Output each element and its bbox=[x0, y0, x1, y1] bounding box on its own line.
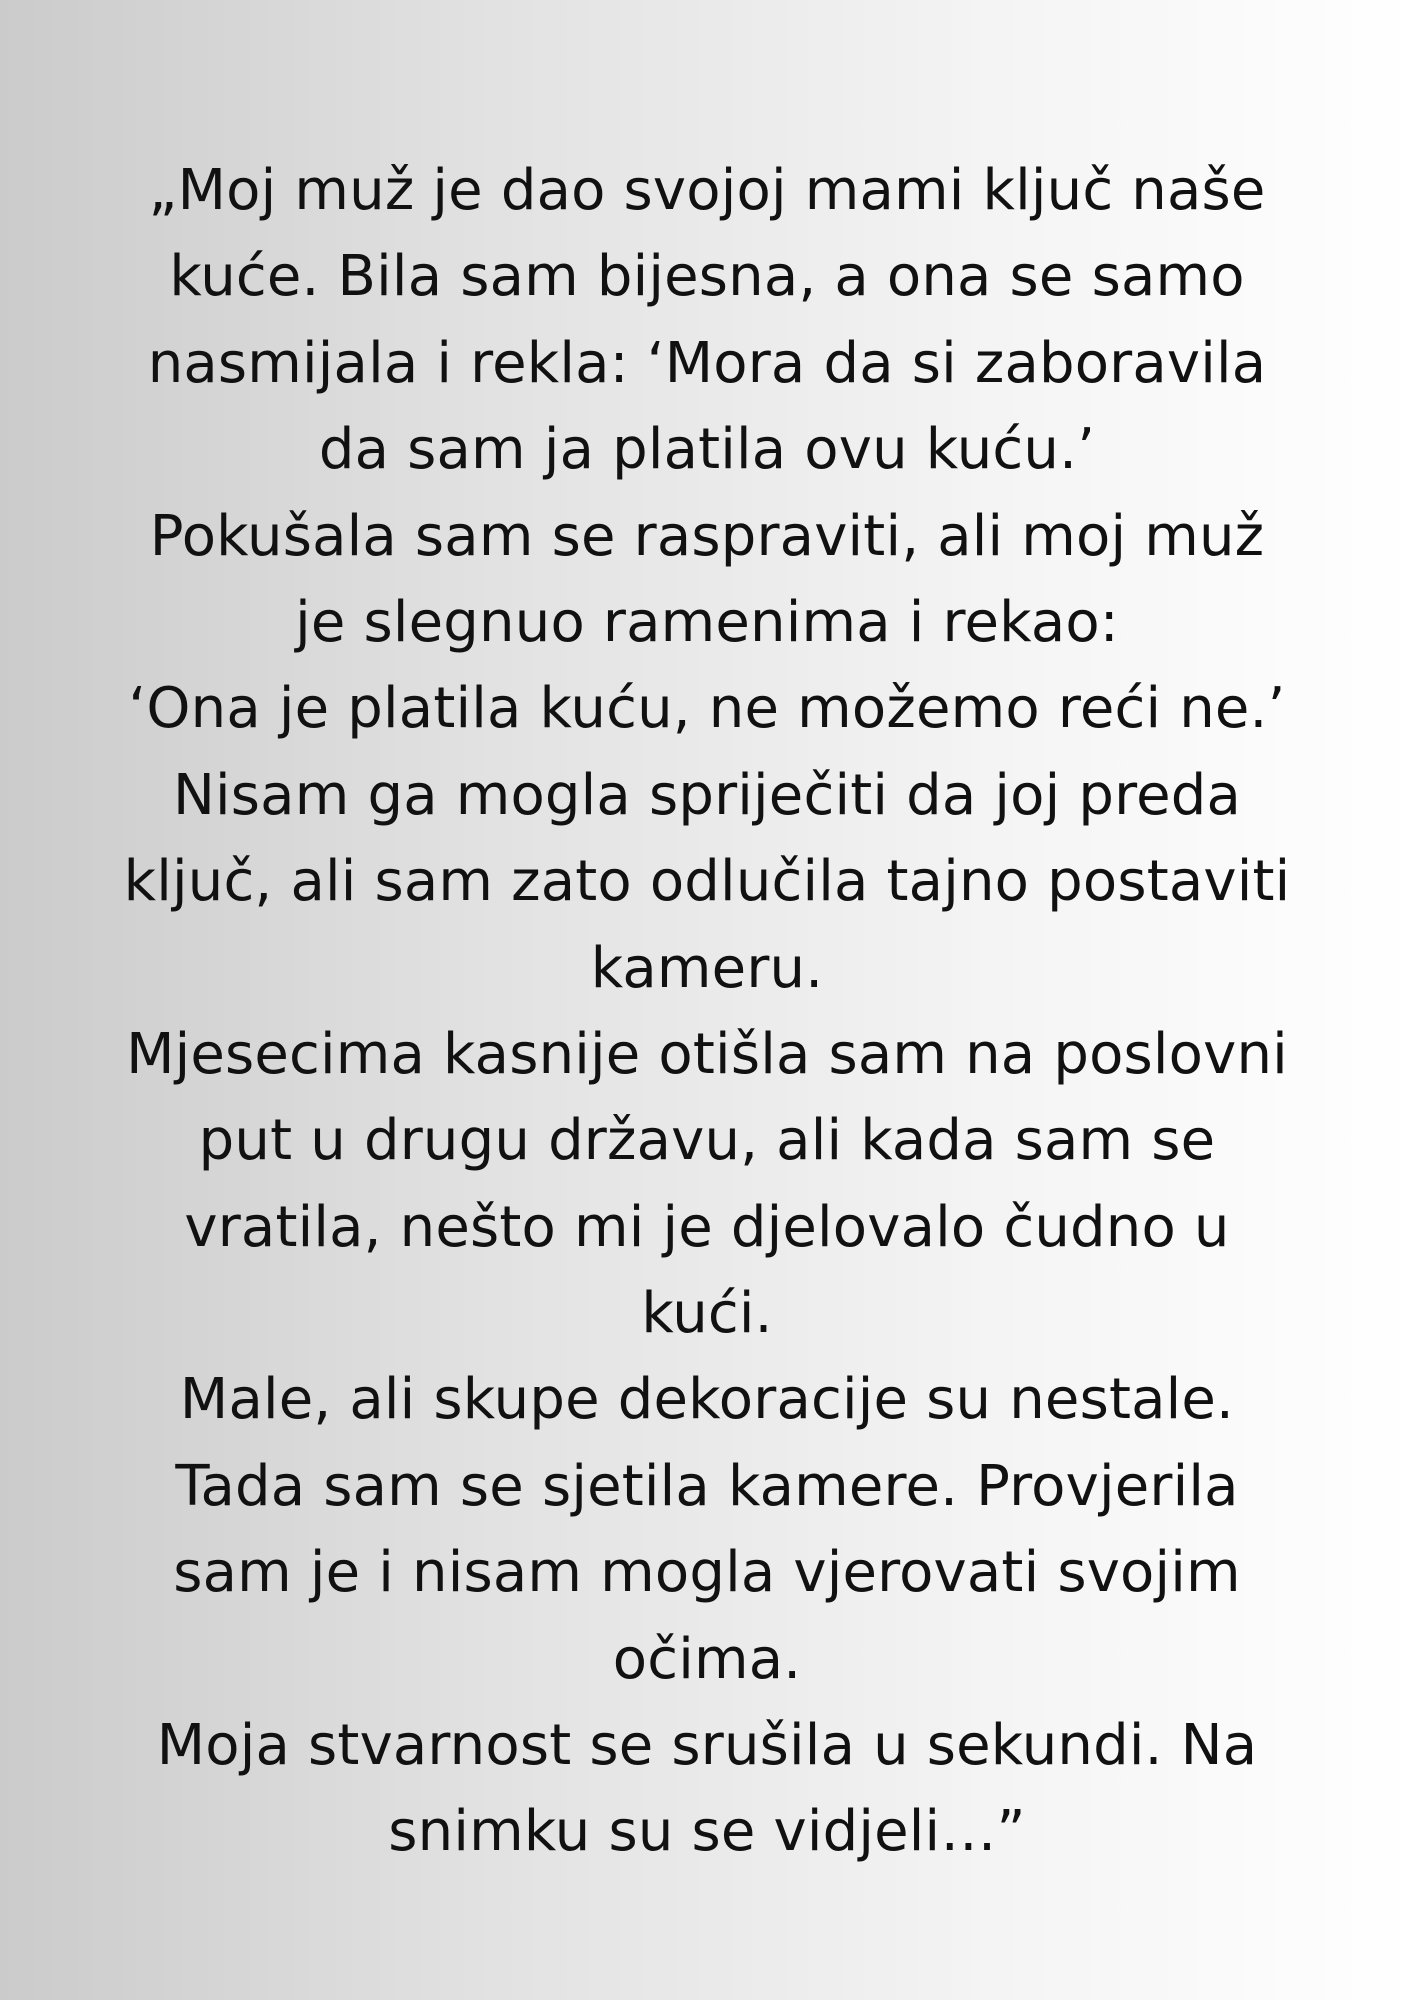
story-line: kuće. Bila sam bijesna, a ona se samo bbox=[169, 244, 1245, 310]
story-line: Moja stvarnost se srušila u sekundi. Na bbox=[156, 1713, 1258, 1779]
story-line: ključ, ali sam zato odlučila tajno postaviti bbox=[123, 849, 1291, 915]
story-line: sam je i nisam mogla vjerovati svojim bbox=[173, 1540, 1241, 1606]
story-line: je slegnuo ramenima i rekao: bbox=[295, 589, 1119, 655]
story-line: da sam ja platila ovu kuću.’ bbox=[318, 417, 1096, 483]
story-line: Nisam ga mogla spriječiti da joj preda bbox=[172, 762, 1242, 828]
story-text-block bbox=[40, 148, 1374, 1876]
story-line: Tada sam se sjetila kamere. Provjerila bbox=[175, 1453, 1239, 1519]
story-line: kameru. bbox=[590, 935, 824, 1001]
story-line: Pokušala sam se raspraviti, ali moj muž bbox=[149, 503, 1265, 569]
story-line: Male, ali skupe dekoracije su nestale. bbox=[179, 1367, 1235, 1433]
story-line: očima. bbox=[612, 1626, 802, 1692]
story-line: ‘Ona je platila kuću, ne možemo reći ne.’ bbox=[128, 676, 1286, 742]
story-line: „Moj muž je dao svojoj mami ključ naše bbox=[148, 158, 1266, 223]
story-line: kući. bbox=[641, 1281, 773, 1347]
story-line: put u drugu državu, ali kada sam se bbox=[198, 1108, 1216, 1174]
story-line: vratila, nešto mi je djelovalo čudno u bbox=[184, 1194, 1230, 1260]
story-line: Mjesecima kasnije otišla sam na poslovni bbox=[126, 1021, 1288, 1087]
story-line: nasmijala i rekla: ‘Mora da si zaboravila bbox=[147, 330, 1267, 396]
story-line: snimku su se vidjeli…” bbox=[388, 1799, 1026, 1865]
